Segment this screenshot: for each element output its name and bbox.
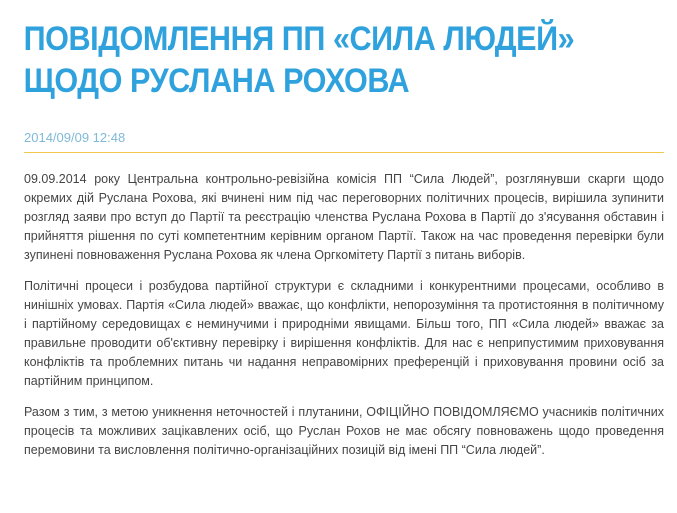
article-date: 2014/09/09 12:48 (24, 130, 126, 145)
article-paragraph: 09.09.2014 року Центральна контрольно-ревізійна комісія ПП “Сила Людей”, розглянувши скарги щодо окремих дій Руслана Рохова, які вчинені ним під час переговорних політичних процесів, вирішила зупинити розгляд заяви про вступ до Партії та реєстрацію членства Руслана Рохова в Партії до з'ясування обставин і прийняття рішення по суті компетентним керівним органом Партії. Також на час проведення перевірки були зупинені повноваження Руслана Рохова як члена Оргкомітету Партії з питань виборів. (24, 172, 664, 262)
article-title (20, 0, 673, 102)
article (20, 0, 664, 472)
divider (24, 152, 664, 153)
article-paragraph: Разом з тим, з метою уникнення неточностей і плутанини, ОФІЦІЙНО ПОВІДОМЛЯЄМО учасників політичних процесів та можливих зацікавлених осіб, що Руслан Рохов не має обсягу повноважень щодо проведення перемовини та висловлення політично-організаційних позицій від імені ПП “Сила людей”. (24, 405, 664, 457)
article-paragraph: Політичні процеси і розбудова партійної структури є складними і конкурентними процесами, особливо в нинішніх умовах. Партія «Сила людей» вважає, що конфлікти, непорозуміння та протистояння в політичному і партійному середовищах є неминучими і природніми явищами. Більш того, ПП «Сила людей» вважає за правильне проводити об'єктивну перевірку і вирішення конфліктів. Для нас є неприпустимим приховування конфліктів та проблемних питань чи надання неправомірних преференцій і приховування провини осіб за партійним принципом. (24, 279, 664, 388)
article-body (20, 170, 664, 460)
article-title-line-2: ЩОДО РУСЛАНА РОХОВА (23, 62, 410, 100)
article-title-line-1: ПОВІДОМЛЕННЯ ПП «СИЛА ЛЮДЕЙ» (23, 20, 575, 58)
